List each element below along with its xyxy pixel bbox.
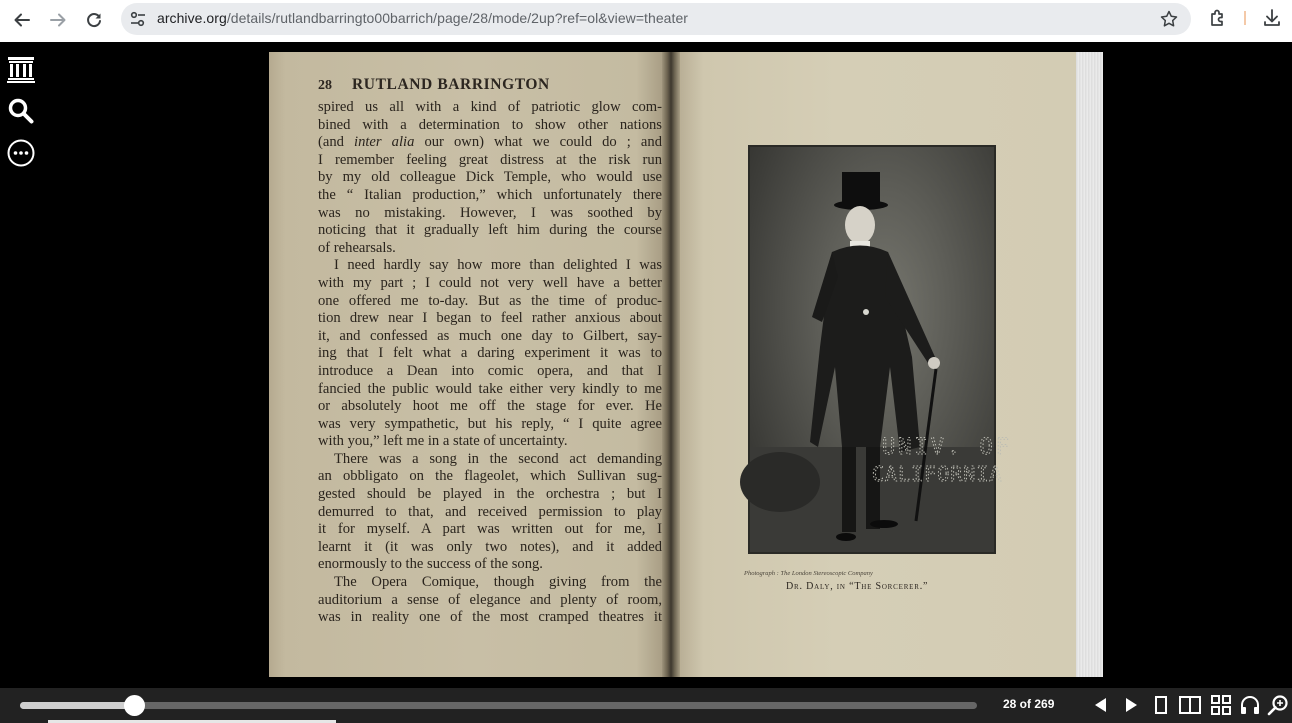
toolbar-divider	[1244, 11, 1246, 25]
puzzle-icon[interactable]	[1207, 7, 1229, 29]
stamp-univ: UNIV. OF	[882, 435, 1012, 460]
page-number: 28	[318, 78, 332, 93]
text-line: by my old colleague Dick Temple, who would use	[318, 169, 662, 186]
slider-fill	[20, 702, 134, 709]
more-icon[interactable]	[7, 139, 35, 167]
reload-button[interactable]	[80, 6, 108, 34]
text-line: spired us all with a kind of patriotic glow com-	[318, 99, 662, 115]
archive-building-icon[interactable]	[7, 55, 35, 83]
stamp-california: CALIFORNIA	[872, 462, 1003, 486]
plate-photograph	[748, 145, 1012, 554]
text-line: the “ Italian production,” which unfortunately there	[318, 186, 662, 203]
text-line: introduce a Dean into comic opera, and that I	[318, 362, 662, 379]
book-gutter	[662, 52, 680, 677]
previous-page-icon[interactable]	[1089, 693, 1113, 717]
url-path: /details/rutlandbarringto00barrich/page/28/mode/2up?ref=ol&view=theater	[226, 10, 688, 26]
text-line: bined with a determination to show other nations	[318, 116, 662, 133]
left-page[interactable]	[269, 52, 677, 677]
text-line: enormously to the success of the song.	[318, 556, 543, 573]
text-line: fancied the public would take either very kindly to me	[318, 380, 662, 397]
one-page-view-icon[interactable]	[1149, 693, 1173, 717]
text-line: gested should be played in the orchestra ; but I	[318, 486, 662, 503]
text-line: The Opera Comique, though giving from the	[334, 574, 662, 591]
text-line: auditorium a sense of elegance and plenty of room,	[318, 591, 662, 608]
text-line: demurred to that, and received permission to play	[318, 503, 662, 520]
italic-phrase: inter alia	[354, 134, 415, 151]
text-line: an obbligato on the flageolet, which Sullivan sug-	[318, 468, 662, 485]
text-line: with you,” left me in a state of uncertainty.	[318, 433, 568, 450]
photo-credit: Photograph : The London Stereoscopic Company	[744, 570, 873, 577]
text-line: tion drew near I began to feel rather anxious about	[318, 310, 662, 327]
back-arrow-icon	[13, 11, 31, 29]
text-line: of rehearsals.	[318, 239, 396, 256]
text-line: was in reality one of the most cramped theatres it	[318, 609, 662, 626]
next-page-icon[interactable]	[1119, 693, 1143, 717]
forward-arrow-icon	[49, 11, 67, 29]
right-page[interactable]	[680, 52, 1076, 677]
slider-thumb[interactable]	[124, 695, 145, 716]
page-header	[318, 76, 550, 94]
two-page-view-icon[interactable]	[1178, 693, 1202, 717]
text-line: There was a song in the second act demanding	[334, 450, 662, 467]
back-button[interactable]	[8, 6, 36, 34]
url-text[interactable]	[157, 10, 688, 26]
text-line: I need hardly say how more than delighted I was	[334, 257, 662, 274]
page-count: 28 of 269	[1003, 697, 1055, 711]
headphones-icon[interactable]	[1238, 693, 1262, 717]
text-line: was very sympathetic, but his reply, “ I quite agree	[318, 415, 662, 432]
star-icon[interactable]	[1159, 9, 1179, 29]
text-line: one offered me to-day. But as the time of produc-	[318, 292, 662, 309]
text-line: was no mistaking. However, I was soothed by	[318, 204, 662, 221]
text-line: learnt it (it was only two notes), and it added	[318, 538, 662, 555]
thumbnail-view-icon[interactable]	[1209, 693, 1233, 717]
text-line: it, and confessed as much one day to Gilbert, say-	[318, 327, 662, 344]
text-line: (and inter alia our own) what we could do ; and	[318, 134, 662, 151]
url-host: archive.org	[157, 10, 227, 26]
reload-icon	[85, 11, 103, 29]
viewer-controls	[0, 688, 1292, 723]
address-bar[interactable]	[121, 3, 1191, 35]
forward-button[interactable]	[44, 6, 72, 34]
text-line: or absolutely hoot me off the stage for ever. He	[318, 398, 662, 415]
plate-caption: Dr. Daly, in “The Sorcerer.”	[786, 581, 929, 592]
search-icon[interactable]	[7, 97, 35, 125]
zoom-icon[interactable]	[1266, 693, 1290, 717]
tune-icon[interactable]	[129, 10, 147, 28]
text-line: it for myself. A part was written out for me, I	[318, 521, 662, 538]
browser-toolbar	[0, 0, 1292, 42]
download-icon[interactable]	[1261, 7, 1283, 29]
text-line: with my part ; I could not very well have a better	[318, 274, 662, 291]
figure-illustration	[750, 147, 1012, 552]
page-slider[interactable]	[20, 702, 977, 709]
text-line: I remember feeling great distress at the risk run	[318, 151, 662, 168]
page-text	[318, 99, 662, 627]
text-line: noticing that it gradually left him during the course	[318, 222, 662, 239]
book-spread	[269, 52, 1103, 677]
page-edges	[1076, 52, 1103, 677]
running-head: RUTLAND BARRINGTON	[352, 76, 550, 93]
text-line: ing that I felt what a daring experiment it was to	[318, 345, 662, 362]
